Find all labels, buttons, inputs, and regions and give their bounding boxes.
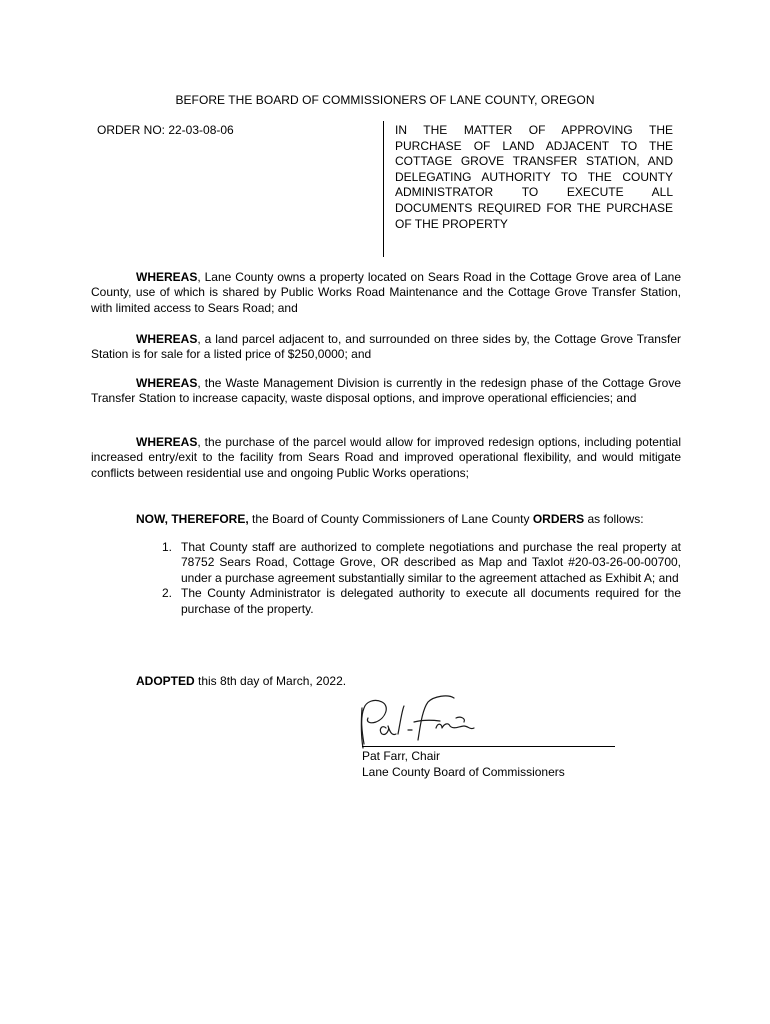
adopted-line xyxy=(136,674,346,688)
list-item-text: That County staff are authorized to complete negotiations and purchase the real property at 78752 Sears Road, Cottage Grove, OR described as Map and Taxlot #20-03-26-00-00700, under a purchase agreement substantially similar to the agreement attached as Exhibit A; and xyxy=(181,540,681,585)
whereas-paragraph-3 xyxy=(91,376,681,407)
adopted-lead: ADOPTED xyxy=(136,674,195,688)
whereas-paragraph-4 xyxy=(91,435,681,481)
list-item-text: The County Administrator is delegated authority to execute all documents required for the purchase of the property. xyxy=(181,586,681,616)
now-therefore-clause xyxy=(136,512,644,526)
order-number: ORDER NO: 22-03-08-06 xyxy=(97,123,234,137)
list-item-number: 1. xyxy=(161,540,172,554)
whereas-text: , the Waste Management Division is currently in the redesign phase of the Cottage Grove Transfer Station to increase capacity, waste disposal options, and improve operational efficiencies; and xyxy=(91,376,681,406)
whereas-text: , a land parcel adjacent to, and surrounded on three sides by, the Cottage Grove Transfer Station is for sale for a listed price of $250,0000; and xyxy=(91,332,681,362)
list-item xyxy=(136,586,681,617)
whereas-lead: WHEREAS xyxy=(136,435,198,449)
whereas-text: , the purchase of the parcel would allow for improved redesign options, including potential increased entry/exit to the facility from Sears Road and improved operational flexibility, and would mitigate conflicts between residential use and ongoing Public Works operations; xyxy=(91,435,681,480)
orders-word: ORDERS xyxy=(532,512,585,526)
whereas-paragraph-1 xyxy=(91,270,681,316)
whereas-lead: WHEREAS xyxy=(136,332,198,346)
signature-image xyxy=(352,688,502,754)
document-heading: BEFORE THE BOARD OF COMMISSIONERS OF LANE COUNTY, OREGON xyxy=(175,93,595,107)
orders-list xyxy=(136,540,681,617)
whereas-lead: WHEREAS xyxy=(136,376,198,390)
signer-block xyxy=(362,748,565,780)
list-item-number: 2. xyxy=(161,586,172,601)
signer-name: Pat Farr, Chair xyxy=(362,749,441,763)
whereas-text: , Lane County owns a property located on Sears Road in the Cottage Grove area of Lane County, use of which is shared by Public Works Road Maintenance and the Cottage Grove Transfer Station, with limited access to Sears Road; and xyxy=(91,270,681,315)
signer-title: Lane County Board of Commissioners xyxy=(362,765,565,779)
adopted-text: this 8th day of March, 2022. xyxy=(194,674,347,688)
now-therefore-lead: NOW, THEREFORE, xyxy=(136,512,249,526)
matter-divider xyxy=(383,121,384,257)
now-therefore-tail: as follows: xyxy=(584,512,644,526)
whereas-lead: WHEREAS xyxy=(136,270,198,284)
now-therefore-middle: the Board of County Commissioners of Lane County xyxy=(248,512,533,526)
whereas-paragraph-2 xyxy=(91,332,681,363)
list-item xyxy=(136,540,681,586)
matter-caption: IN THE MATTER OF APPROVING THE PURCHASE OF LAND ADJACENT TO THE COTTAGE GROVE TRANSFER STATION, AND DELEGATING AUTHORITY TO THE COUNTY ADMINISTRATOR TO EXECUTE ALL DOCUMENTS REQUIRED FOR THE PURCHASE OF THE PROPERTY xyxy=(395,123,673,231)
signature-line xyxy=(362,746,615,747)
